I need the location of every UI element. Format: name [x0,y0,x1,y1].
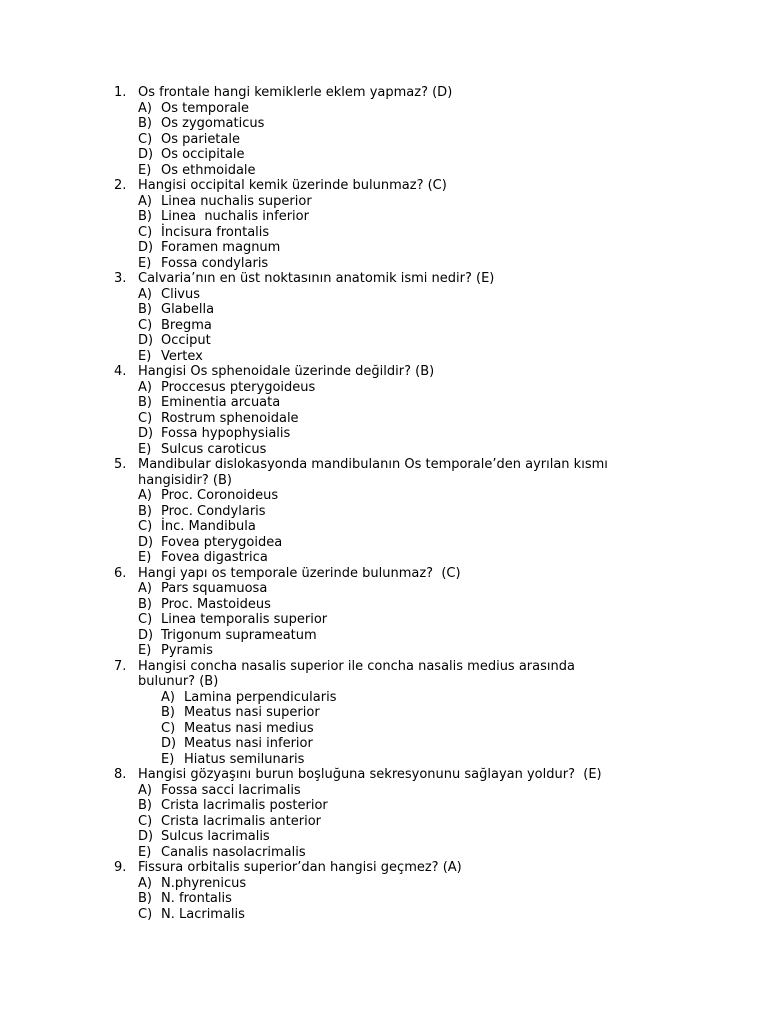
option-letter: E) [161,751,175,767]
answer-option [0,876,768,892]
option-letter: E) [138,844,152,860]
question-line [0,178,768,194]
answer-option [0,147,768,163]
option-letter: B) [138,395,152,410]
question-line [0,674,768,690]
option-letter: A) [138,286,152,302]
option-letter: B) [161,705,175,720]
answer-option [0,442,768,458]
answer-option [0,783,768,799]
option-text: Pyramis [161,643,213,658]
question-text: Hangisi concha nasalis superior ile concha nasalis medius arasında [138,658,575,674]
option-letter: D) [138,240,154,255]
answer-option [0,798,768,814]
option-text: Linea nuchalis inferior [161,209,309,224]
answer-option [0,829,768,845]
answer-option [0,907,768,923]
option-letter: A) [138,193,152,209]
answer-option [0,705,768,721]
answer-option [0,209,768,225]
question-text: Fissura orbitalis superior’dan hangisi geçmez? (A) [138,860,462,875]
question-number: 5. [114,457,127,472]
option-text: Fossa hypophysialis [161,426,291,441]
option-text: Fovea digastrica [161,550,268,565]
option-letter: D) [138,147,154,162]
option-text: Hiatus semilunaris [184,751,305,767]
option-letter: B) [138,209,152,224]
option-text: Fossa condylaris [161,255,269,271]
option-text: Trigonum suprameatum [161,627,317,643]
answer-option [0,240,768,256]
question-text: bulunur? (B) [138,674,219,689]
option-text: Canalis nasolacrimalis [161,844,306,860]
option-text: Sulcus caroticus [161,441,267,457]
answer-option [0,581,768,597]
question-text: Hangisi Os sphenoidale üzerinde değildir? (B) [138,364,435,379]
option-text: Bregma [161,317,212,333]
option-letter: C) [138,317,153,333]
option-letter: B) [138,116,152,131]
answer-option [0,814,768,830]
question-number: 8. [114,767,127,782]
answer-option [0,736,768,752]
answer-option [0,302,768,318]
question-text: Hangisi occipital kemik üzerinde bulunmaz? (C) [138,178,447,193]
answer-option [0,550,768,566]
answer-option [0,349,768,365]
question-text: hangisidir? (B) [138,472,232,488]
option-text: Os parietale [161,131,240,147]
option-letter: A) [138,875,152,891]
answer-option [0,519,768,535]
question-text: Mandibular dislokasyonda mandibulanın Os temporale’den ayrılan kısmı [138,457,608,472]
answer-option [0,318,768,334]
option-letter: E) [138,550,152,565]
answer-option [0,628,768,644]
question-number: 2. [114,178,127,193]
option-letter: C) [138,131,153,147]
question-text: Hangi yapı os temporale üzerinde bulunmaz? (C) [138,565,461,581]
answer-option [0,333,768,349]
option-text: Linea nuchalis superior [161,193,312,209]
option-letter: D) [138,627,154,643]
answer-option [0,752,768,768]
question-line [0,767,768,783]
option-text: İncisura frontalis [161,224,270,240]
option-letter: B) [138,891,152,906]
question-number: 6. [114,565,127,581]
option-letter: B) [138,596,152,612]
question-line [0,860,768,876]
option-letter: D) [138,333,154,348]
document-page [0,85,768,922]
answer-option [0,504,768,520]
answer-option [0,845,768,861]
answer-option [0,101,768,117]
option-letter: C) [138,410,153,426]
option-text: Meatus nasi superior [184,705,320,720]
option-letter: B) [138,503,152,519]
option-letter: C) [138,612,153,627]
option-text: Fossa sacci lacrimalis [161,782,301,798]
answer-option [0,132,768,148]
answer-option [0,721,768,737]
answer-option [0,411,768,427]
question-line [0,473,768,489]
option-text: Foramen magnum [161,240,281,255]
option-letter: B) [138,798,152,813]
question-number: 9. [114,860,127,875]
question-number: 4. [114,364,127,379]
answer-option [0,690,768,706]
option-letter: E) [138,348,152,364]
option-text: Os occipitale [161,147,245,162]
question-line [0,364,768,380]
option-text: Sulcus lacrimalis [161,829,270,844]
option-text: Os temporale [161,100,250,116]
question-line [0,566,768,582]
option-text: Os zygomaticus [161,116,265,131]
answer-option [0,256,768,272]
option-letter: D) [138,426,154,441]
question-line [0,457,768,473]
option-text: N.phyrenicus [161,875,247,891]
option-text: Linea temporalis superior [161,612,328,627]
option-text: Crista lacrimalis posterior [161,798,328,813]
answer-option [0,597,768,613]
answer-option [0,163,768,179]
option-text: Meatus nasi medius [184,720,314,736]
option-text: Crista lacrimalis anterior [161,813,321,829]
option-text: Rostrum sphenoidale [161,410,299,426]
answer-option [0,395,768,411]
option-letter: E) [138,643,152,658]
option-letter: C) [138,519,153,534]
answer-option [0,643,768,659]
option-letter: A) [161,689,175,705]
option-letter: E) [138,441,152,457]
option-letter: A) [138,782,152,798]
option-letter: B) [138,302,152,317]
option-letter: C) [138,906,153,922]
question-line [0,271,768,287]
option-letter: A) [138,581,152,596]
option-text: Fovea pterygoidea [161,534,283,550]
question-text: Os frontale hangi kemiklerle eklem yapmaz? (D) [138,85,453,100]
option-text: Lamina perpendicularis [184,689,337,705]
answer-option [0,287,768,303]
option-letter: D) [138,534,154,550]
option-text: Occiput [161,333,211,348]
answer-option [0,225,768,241]
question-number: 3. [114,271,127,286]
option-letter: E) [138,255,152,271]
option-text: Meatus nasi inferior [184,736,313,751]
answer-option [0,535,768,551]
option-text: İnc. Mandibula [161,519,256,534]
option-letter: D) [138,829,154,844]
option-letter: D) [161,736,177,751]
option-text: N. Lacrimalis [161,906,245,922]
option-text: Vertex [161,348,203,364]
option-text: Proc. Coronoideus [161,488,279,503]
answer-option [0,116,768,132]
option-letter: C) [138,813,153,829]
option-letter: A) [138,379,152,395]
option-text: Proc. Condylaris [161,503,266,519]
option-text: Os ethmoidale [161,162,256,178]
option-letter: C) [138,224,153,240]
option-letter: A) [138,100,152,116]
answer-option [0,426,768,442]
option-text: N. frontalis [161,891,232,906]
option-text: Glabella [161,302,215,317]
answer-option [0,194,768,210]
question-text: Calvaria’nın en üst noktasının anatomik ismi nedir? (E) [138,271,495,286]
answer-option [0,488,768,504]
option-text: Eminentia arcuata [161,395,281,410]
option-text: Proccesus pterygoideus [161,379,316,395]
answer-option [0,891,768,907]
question-number: 7. [114,658,127,674]
question-line [0,659,768,675]
option-letter: A) [138,488,152,503]
question-text: Hangisi gözyaşını burun boşluğuna sekresyonunu sağlayan yoldur? (E) [138,767,602,782]
option-letter: C) [161,720,176,736]
question-number: 1. [114,85,127,100]
option-letter: E) [138,162,152,178]
question-line [0,85,768,101]
option-text: Clivus [161,286,201,302]
option-text: Proc. Mastoideus [161,596,271,612]
option-text: Pars squamuosa [161,581,268,596]
answer-option [0,612,768,628]
answer-option [0,380,768,396]
